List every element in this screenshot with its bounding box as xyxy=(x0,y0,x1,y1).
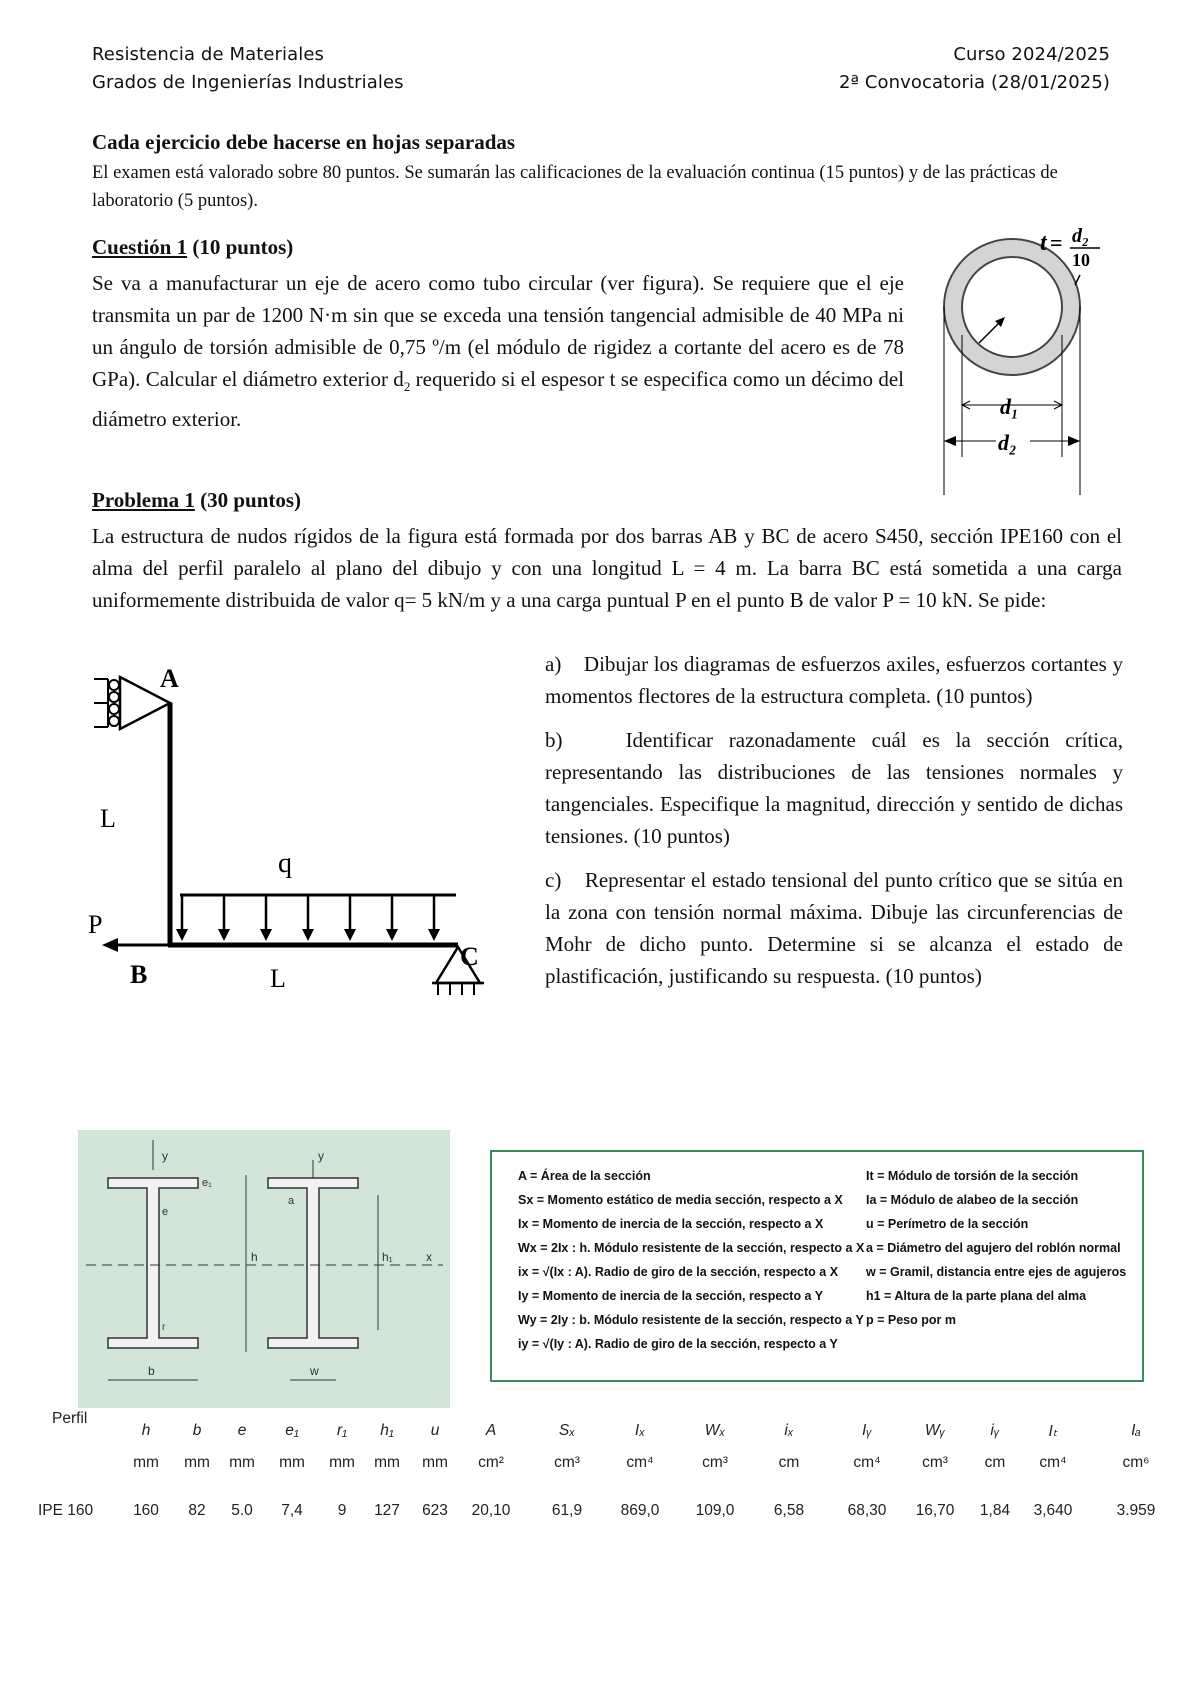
question1-text-b: requerido si el espesor t se especifica como un décimo del diámetro exterior. xyxy=(92,367,904,432)
table-col-7-sym: u xyxy=(430,1422,440,1439)
d2-label: d₂ xyxy=(998,430,1017,455)
tube-wall xyxy=(953,248,1071,366)
table-col-12-value: 6,58 xyxy=(773,1502,805,1519)
label-w: w xyxy=(310,1364,319,1378)
tube-section-figure xyxy=(930,215,1120,500)
table-col-14-unit: cm³ xyxy=(922,1454,948,1471)
table-col-3-sym: e xyxy=(237,1422,247,1439)
item-a-letter: a) xyxy=(545,652,562,676)
label-y-right: y xyxy=(318,1149,324,1163)
label-r: r xyxy=(162,1322,166,1333)
table-col-10-unit: cm⁴ xyxy=(626,1454,654,1471)
label-P: P xyxy=(88,910,103,939)
table-col-15-sym: iᵧ xyxy=(990,1422,1000,1439)
ipe-right-section xyxy=(268,1178,358,1348)
table-col-15-value: 1,84 xyxy=(979,1502,1011,1519)
table-col-17-unit: cm⁶ xyxy=(1122,1454,1150,1471)
label-L-vertical: L xyxy=(100,804,116,833)
legend-right-5: h1 = Altura de la parte plana del alma xyxy=(866,1289,1087,1303)
table-col-3-unit: mm xyxy=(229,1454,255,1471)
question1-points: (10 puntos) xyxy=(192,235,294,259)
table-col-12-sym: iₓ xyxy=(784,1422,794,1439)
legend-left-2: Ix = Momento de inercia de la sección, respecto a X xyxy=(518,1217,824,1231)
roller-circle-1 xyxy=(109,680,119,690)
table-col-10-value: 869,0 xyxy=(620,1502,660,1519)
table-col-13-unit: cm⁴ xyxy=(853,1454,881,1471)
legend-right-4: w = Gramil, distancia entre ejes de agujeros xyxy=(866,1265,1127,1279)
table-col-16-sym: Iₜ xyxy=(1048,1423,1058,1440)
legend-left-4: ix = √(Ix : A). Radio de giro de la sección, respecto a X xyxy=(518,1265,839,1279)
table-col-4-value: 7,4 xyxy=(281,1502,303,1519)
table-col-5-unit: mm xyxy=(329,1454,355,1471)
table-col-13-value: 68,30 xyxy=(847,1502,887,1519)
table-col-9-value: 61,9 xyxy=(551,1502,583,1519)
table-col-4-unit: mm xyxy=(279,1454,305,1471)
item-c-text: Representar el estado tensional del punto crítico que se sitúa en la zona con tensión normal máxima. Dibuje las circunferencias de Mohr de dicho punto. Determine si se alcanza el estado de plastificación, justificando su respuesta. (10 puntos) xyxy=(545,868,1123,988)
table-col-3-value: 5.0 xyxy=(231,1502,253,1519)
roller-circle-3 xyxy=(109,704,119,714)
label-e1: e₁ xyxy=(202,1177,212,1189)
table-col-6-unit: mm xyxy=(374,1454,400,1471)
t-label: t xyxy=(1040,230,1047,256)
table-col-6-sym: h₁ xyxy=(380,1422,394,1439)
ipe-profile-figure xyxy=(78,1130,450,1408)
legend-text-svg xyxy=(492,1152,1138,1376)
roller-circle-4 xyxy=(109,716,119,726)
question1-text-a: Se va a manufacturar un eje de acero como tubo circular (ver figura). Se requiere que el eje transmita un par de 1200 N·m sin que se exceda una tensión tangencial admisible de 40 MPa ni un ángulo de torsión admisible de 0,75 º/m (el módulo de rigidez a cortante del acero es de 78 GPa). Calcular el diámetro exterior d xyxy=(92,271,904,391)
table-col-7-unit: mm xyxy=(422,1454,448,1471)
problem1-title xyxy=(92,488,301,513)
label-h1: h₁ xyxy=(382,1250,393,1264)
table-col-1-unit: mm xyxy=(133,1454,159,1471)
problem1-points: (30 puntos) xyxy=(200,488,302,512)
table-col-17-value: 3.959 xyxy=(1116,1502,1156,1519)
header-subject: Resistencia de Materiales xyxy=(92,44,325,65)
table-col-1-sym: h xyxy=(141,1422,151,1439)
table-col-7-value: 623 xyxy=(422,1502,448,1519)
table-col-8-unit: cm² xyxy=(478,1454,504,1471)
table-col-4-sym: e₁ xyxy=(285,1422,299,1439)
frame-figure xyxy=(88,665,508,1020)
table-col-11-unit: cm³ xyxy=(702,1454,728,1471)
tube-outer-circle xyxy=(944,239,1080,375)
table-col-2-unit: mm xyxy=(184,1454,210,1471)
label-e: e xyxy=(162,1206,169,1218)
support-C-hatch xyxy=(438,983,474,995)
tube-inner-circle xyxy=(962,257,1062,357)
header-session: 2ª Convocatoria (28/01/2025) xyxy=(838,72,1110,93)
label-a: a xyxy=(288,1195,295,1207)
header-course: Curso 2024/2025 xyxy=(953,44,1110,65)
table-col-2-value: 82 xyxy=(188,1502,206,1519)
legend-left-5: Iy = Momento de inercia de la sección, respecto a Y xyxy=(518,1289,824,1303)
intro-text: El examen está valorado sobre 80 puntos. Se sumarán las calificaciones de la evaluación continua (15 puntos) y de las prácticas de laboratorio (5 puntos). xyxy=(92,163,1058,211)
legend-left-7: iy = √(Iy : A). Radio de giro de la sección, respecto a Y xyxy=(518,1337,838,1351)
d2-arrow-left xyxy=(944,436,956,446)
label-h: h xyxy=(251,1250,258,1264)
table-col-14-sym: Wᵧ xyxy=(924,1422,946,1439)
question1-heading: Cuestión 1 xyxy=(92,235,188,259)
item-a xyxy=(545,648,1123,712)
item-b-letter: b) xyxy=(545,728,563,752)
table-col-13-sym: Iᵧ xyxy=(862,1422,872,1439)
t-denominator: 10 xyxy=(1072,250,1090,270)
item-a-text: Dibujar los diagramas de esfuerzos axiles, esfuerzos cortantes y momentos flectores de la estructura completa. (10 puntos) xyxy=(545,652,1123,708)
thickness-arrow-line xyxy=(979,322,1000,343)
table-col-15-unit: cm xyxy=(984,1454,1006,1471)
problem1-heading: Problema 1 xyxy=(92,488,195,512)
roller-circle-2 xyxy=(109,692,119,702)
table-col-8-sym: A xyxy=(485,1422,497,1439)
legend-left-6: Wy = 2Iy : b. Módulo resistente de la sección, respecto a Y xyxy=(518,1313,864,1327)
d2-arrow-right xyxy=(1068,436,1080,446)
legend-left-3: Wx = 2Ix : h. Módulo resistente de la sección, respecto a X xyxy=(518,1241,865,1255)
table-profile-header: Perfil xyxy=(52,1410,88,1427)
thickness-pointer xyxy=(1075,275,1080,285)
table-col-8-value: 20,10 xyxy=(471,1502,511,1519)
table-row-label: IPE 160 xyxy=(38,1502,94,1519)
table-col-16-unit: cm⁴ xyxy=(1039,1454,1067,1471)
label-A: A xyxy=(160,665,179,693)
label-C: C xyxy=(460,942,479,971)
problem1-text: La estructura de nudos rígidos de la figura está formada por dos barras AB y BC de acero S450, sección IPE160 con el alma del perfil paralelo al plano del dibujo y con una longitud L = 4 m. La barra BC está sometida a una carga uniformemente distribuida de valor q= 5 kN/m y a una carga puntual P en el punto B de valor P = 10 kN. Se pide: xyxy=(92,524,1122,612)
question1-sub: 2 xyxy=(403,379,411,395)
table-col-17-sym: Iₐ xyxy=(1131,1422,1141,1439)
table-col-14-value: 16,70 xyxy=(915,1502,955,1519)
label-b: b xyxy=(148,1364,155,1378)
legend-right-1: Ia = Módulo de alabeo de la sección xyxy=(866,1193,1079,1207)
table-col-5-value: 9 xyxy=(337,1502,347,1519)
legend-left-1: Sx = Momento estático de media sección, respecto a X xyxy=(518,1193,843,1207)
label-L-horizontal: L xyxy=(270,964,286,993)
question1-title xyxy=(92,235,293,260)
item-b-text: Identificar razonadamente cuál es la sección crítica, representando las distribuciones de las tensiones normales y tangenciales. Especifique la magnitud, dirección y sentido de dichas tensiones. (10 puntos) xyxy=(545,728,1123,848)
table-col-9-sym: Sₓ xyxy=(558,1422,576,1439)
d1-label: d₁ xyxy=(1000,394,1019,419)
problem1-items xyxy=(545,648,1123,1004)
legend-right-2: u = Perímetro de la sección xyxy=(866,1217,1029,1231)
table-col-11-sym: Wₓ xyxy=(704,1422,726,1439)
legend-right-6: p = Peso por m xyxy=(866,1313,956,1327)
table-col-10-sym: Iₓ xyxy=(634,1422,646,1439)
profile-table xyxy=(0,1410,1200,1520)
table-col-16-value: 3,640 xyxy=(1033,1502,1073,1519)
load-P-arrowhead xyxy=(102,938,118,952)
table-col-11-value: 109,0 xyxy=(695,1502,735,1519)
table-col-5-sym: r₁ xyxy=(336,1422,348,1439)
label-x: x xyxy=(426,1250,432,1264)
question1-text xyxy=(92,267,904,435)
label-q: q xyxy=(278,848,292,879)
t-equals: = xyxy=(1050,230,1063,255)
table-col-9-unit: cm³ xyxy=(554,1454,580,1471)
ipe-left-section xyxy=(108,1178,198,1348)
intro-title: Cada ejercicio debe hacerse en hojas separadas xyxy=(92,130,516,154)
table-col-1-value: 160 xyxy=(133,1502,159,1519)
table-col-6-value: 127 xyxy=(374,1502,400,1519)
legend-right-3: a = Diámetro del agujero del roblón normal xyxy=(866,1241,1121,1255)
item-c-letter: c) xyxy=(545,868,562,892)
item-b xyxy=(545,724,1123,852)
load-arrows xyxy=(176,895,440,941)
header-degree: Grados de Ingenierías Industriales xyxy=(92,72,404,93)
item-c xyxy=(545,864,1123,992)
legend-left-0: A = Área de la sección xyxy=(518,1169,651,1183)
table-col-12-unit: cm xyxy=(778,1454,800,1471)
label-y-left: y xyxy=(162,1149,168,1163)
table-col-2-sym: b xyxy=(192,1422,202,1439)
t-numerator: d₂ xyxy=(1072,225,1089,247)
label-B: B xyxy=(130,960,148,989)
legend-right-0: It = Módulo de torsión de la sección xyxy=(866,1169,1079,1183)
